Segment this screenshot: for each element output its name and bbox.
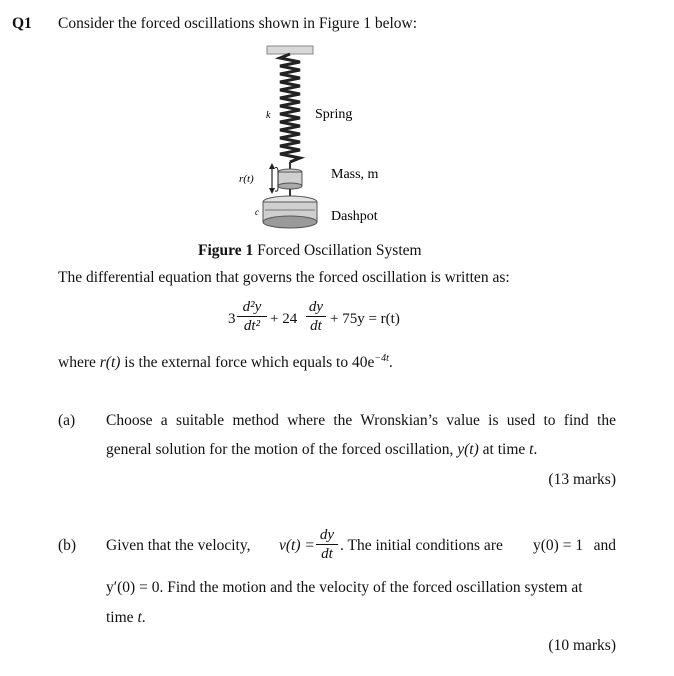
- eq-fraction-1: [237, 299, 267, 334]
- where-end: .: [388, 354, 393, 372]
- part-b-den: dt: [321, 546, 333, 562]
- part-b-line-1-suffix: . The initial conditions are: [340, 537, 503, 554]
- label-force: r(t): [239, 173, 254, 185]
- question-number: Q1: [12, 15, 32, 32]
- part-a-line-1: Choose a suitable method where the Wronskian’s value is used to find the: [106, 412, 616, 429]
- eq-rest: + 75y = r(t): [330, 311, 400, 327]
- differential-equation: [228, 299, 418, 343]
- part-b-y0: y(0) = 1: [533, 537, 584, 554]
- part-a-end: .: [533, 441, 538, 458]
- part-b-line-2: [106, 579, 583, 597]
- caption-text: Forced Oscillation System: [257, 242, 422, 259]
- eq-num-2: dy: [308, 299, 324, 315]
- figure-caption: [198, 242, 422, 260]
- where-line: [58, 353, 393, 372]
- part-b-line-1-prefix: Given that the velocity,: [106, 537, 251, 554]
- where-r: r(t): [99, 354, 121, 372]
- label-mass: Mass, m: [331, 167, 379, 182]
- eq-num-1: d²y: [242, 299, 262, 315]
- eq-den-1: dt²: [243, 318, 261, 334]
- part-a-line-2: [106, 441, 537, 459]
- part-b-y0p: y′(0) = 0: [106, 579, 160, 596]
- where-exponent: −4t: [374, 353, 389, 364]
- part-a-mid: at time: [482, 441, 526, 458]
- part-a-label: (a): [58, 412, 76, 429]
- part-b-end: .: [141, 609, 146, 626]
- where-prefix: where: [58, 354, 96, 372]
- part-a-marks: (13 marks): [548, 471, 616, 488]
- part-a-t: t: [529, 441, 534, 458]
- part-a-y: y(t): [457, 441, 479, 458]
- part-b-num: dy: [319, 527, 335, 543]
- label-spring: Spring: [315, 107, 353, 122]
- part-b-and: and: [593, 537, 616, 554]
- where-value: 40e: [351, 354, 375, 372]
- label-k: k: [266, 110, 271, 121]
- equation-intro: The differential equation that governs the forced oscillation is written as:: [58, 269, 510, 286]
- eq-op-1: + 24: [270, 311, 298, 327]
- eq-fraction-2: [306, 299, 326, 334]
- spring-mass-dashpot-diagram: [225, 42, 425, 237]
- part-b-time: time: [106, 609, 134, 626]
- part-a-line-2-prefix: general solution for the motion of the forced oscillation,: [106, 441, 454, 458]
- label-dashpot: Dashpot: [331, 209, 378, 224]
- figure-image: [225, 42, 425, 237]
- eq-den-2: dt: [310, 318, 322, 334]
- part-b-v-eq: v(t) =: [279, 537, 315, 554]
- spring-coil: [280, 54, 300, 162]
- question-intro: Consider the forced oscillations shown in Figure 1 below:: [58, 15, 418, 32]
- part-b-label: (b): [58, 537, 77, 554]
- ceiling-support: [267, 46, 313, 54]
- part-b-marks: (10 marks): [548, 637, 616, 654]
- where-middle: is the external force which equals to: [124, 354, 349, 372]
- part-b-line-2-text: . Find the motion and the velocity of the forced oscillation system at: [159, 579, 583, 596]
- eq-coef: 3: [228, 311, 236, 327]
- part-b-fraction: [316, 527, 338, 562]
- part-b-line-3: [106, 609, 146, 627]
- label-c: c: [255, 207, 259, 217]
- part-b-t: t: [137, 609, 142, 626]
- caption-label: Figure 1: [198, 242, 254, 259]
